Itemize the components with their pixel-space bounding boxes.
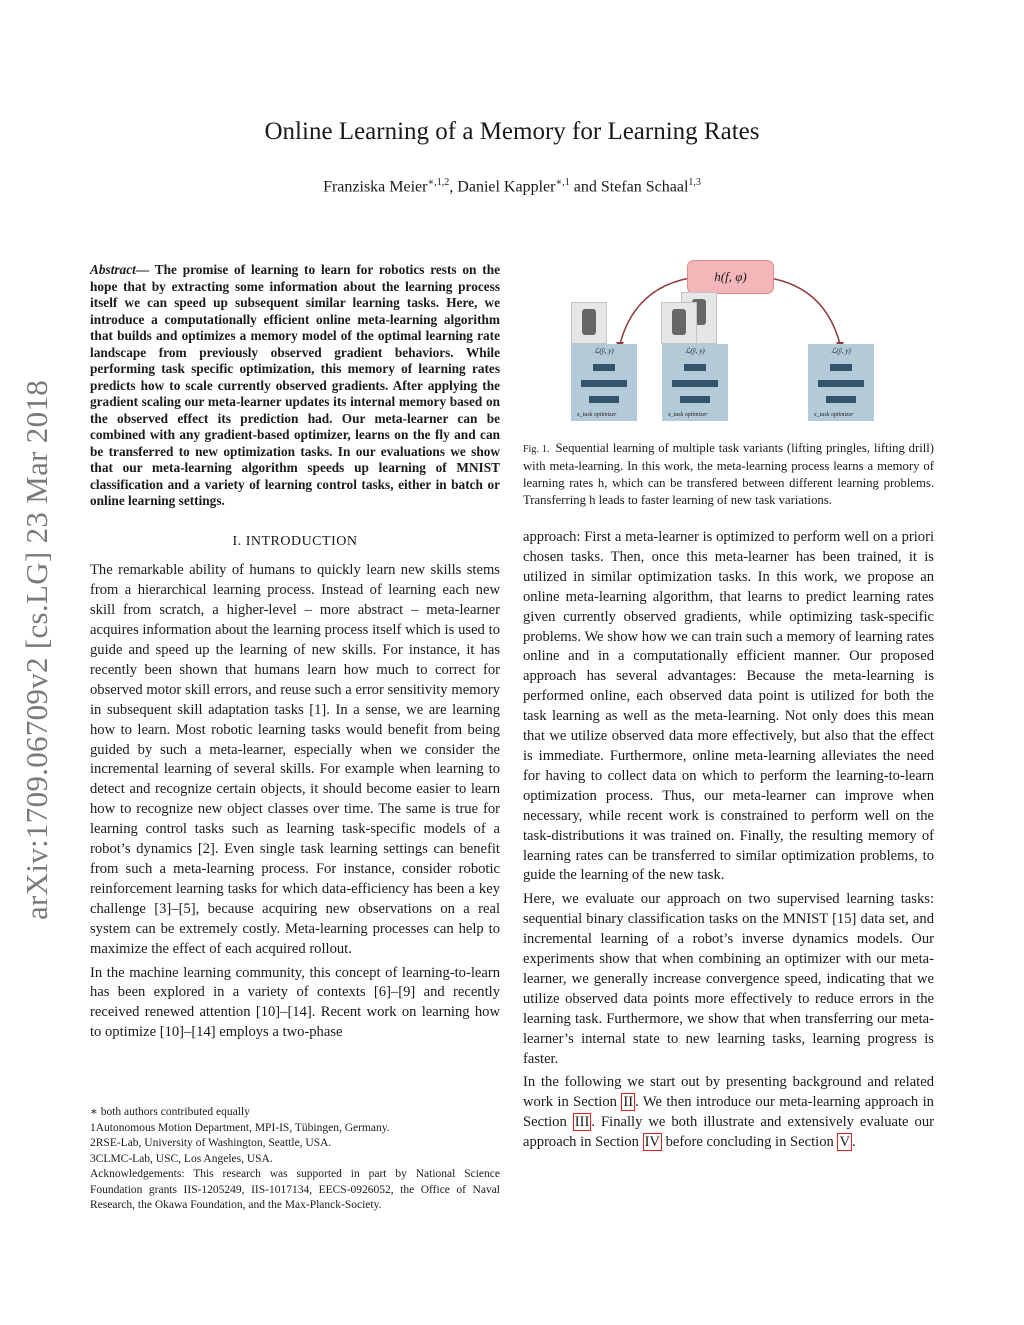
text-run: In the following we start out by presenting background and related work in Section (523, 1074, 934, 1111)
footnote: ∗ both authors contributed equally (90, 1106, 250, 1118)
author-sep: and (569, 178, 601, 196)
loss-label: ℒ(ŷ, y) (831, 347, 851, 355)
input-label: x_task optimizer (668, 412, 708, 418)
loss-label: ℒ(ŷ, y) (685, 347, 705, 355)
section-ref-link[interactable]: IV (644, 1134, 660, 1151)
loss-label: ℒ(ŷ, y) (594, 347, 614, 355)
text-run: before concluding in Section (661, 1134, 838, 1151)
figure-number: Fig. 1. (523, 444, 550, 455)
footnote: 2RSE-Lab, University of Washington, Seattle, USA. (90, 1137, 332, 1149)
left-column (90, 262, 500, 1047)
author-3-affil: 1,3 (688, 177, 701, 188)
text-run: . (852, 1134, 856, 1151)
figure-caption-text: Sequential learning of multiple task variants (lifting pringles, lifting drill) with meta-learning. In this work, the meta-learning process learns a memory of learning rates h, which can be transfered between different learning problems. Transferring h leads to faster learning of new task variations. (523, 441, 935, 507)
footnote: 3CLMC-Lab, USC, Los Angeles, USA. (90, 1152, 273, 1165)
author-1: Franziska Meier (323, 178, 428, 196)
footnote: Acknowledgements: This research was supported in part by National Science Foundation grants IIS-1205249, IIS-1017134, EECS-0926052, the Office of Naval Research, the Okawa Foundation, and the Max-Planck-Society. (90, 1168, 500, 1211)
section-ref-link[interactable]: III (574, 1114, 590, 1131)
abstract-text: The promise of learning to learn for robotics rests on the hope that by extracting some information about the learning process itself we can speed up subsequent similar learning tasks. Here, we introduce a computationally efficient online meta-learning algorithm that builds and optimizes a memory model of the optimal learning rate landscape from previously observed gradient behaviors. While performing task specific optimization, this memory of learning rates predicts how to scale currently observed gradients. After applying the gradient scaling our meta-learner updates its internal memory based on the observed effect its prediction had. Our meta-learner can be combined with any gradient-based optimizer, learns on the fly and can be transferred to new optimization tasks. In our evaluations we show that our meta-learning algorithm speeds up learning of MNIST classification and a variety of learning control tasks, either in batch or online learning settings. (90, 262, 500, 508)
section-ref-link[interactable]: V (839, 1134, 850, 1151)
figure-caption (523, 440, 934, 509)
task-network-panel (571, 344, 637, 421)
paragraph: The remarkable ability of humans to quickly learn new skills stems from a hierarchical learning process. Instead of learning each new skill from scratch, a higher-level – more abstract – meta-learner acquires information about the learning process itself which is used to guide and speed up the learning of new skills. For instance, it has recently been shown that humans learn how much to correct for observed motor skill errors, and reuse such a error sensitivity memory in subsequent skill adaptation tasks [1]. In a sense, we are learning how to learn. Most robotic learning tasks would benefit from being guided by such a meta-learner, especially when we consider the incremental learning of several skills. For example when learning to detect and recognize certain objects, it should become easier to learn how to recognize new object classes over time. The same is true for learning control tasks such as learning task-specific models of a robot’s dynamics [2]. Even single task learning settings can benefit from such a meta-learning process. For instance, consider robotic reinforcement learning tasks for which data-efficiency has been a key challenge [3]–[5], because acquiring new observations on a real system can be extremely costly. Meta-learning processes can help to maximize the effect of each acquired rollout. (90, 562, 500, 957)
input-label: x_task optimizer (577, 412, 617, 418)
author-sep: , (449, 178, 458, 196)
task-network-panel (662, 344, 728, 421)
author-list (0, 177, 1024, 196)
paragraph: In the machine learning community, this concept of learning-to-learn has been explored in a variety of contexts [6]–[9] and recently received renewed attention [10]–[14]. Recent work on learning how to optimize [10]–[14] employs a two-phase (90, 964, 500, 1041)
footnote: 1Autonomous Motion Department, MPI-IS, Tübingen, Germany. (90, 1121, 390, 1134)
paragraph: approach: First a meta-learner is optimized to perform well on a priori chosen tasks. Then, once this meta-learner has been trained, it is utilized in similar optimization tasks. In this work, we propose an online meta-learning algorithm, that learns to predict learning rates given currently observed gradients, while optimizing task-specific problems. We show how we can train such a memory of learning rates online and in a computationally efficient manner. Our proposed approach has several advantages: Because the meta-learning is performed online, each observed data point is utilized for both the task learning as well as the meta-learning. Not only does this mean that we utilize observed data more effectively, but also that the effect is immediate. Furthermore, online meta-learning alleviates the need for having to collect data on which to perform the learning-to-learn optimization process. Thus, our meta-learner can improve when necessary, while recent work is constrained to perform well on the task-distributions it was trained on. Finally, the resulting memory of learning rates can be transferred to similar optimization problems, to guide the learning of the new task. (523, 529, 934, 884)
meta-learner-box: h(f, φ) (687, 260, 774, 294)
paragraph: Here, we evaluate our approach on two supervised learning tasks: sequential binary classification tasks on the MNIST [15] data set, and incremental learning of a robot’s inverse dynamics models. Our experiments show that when combining an optimizer with our meta-learner, we generally increase convergence speed, indicating that we utilize observed data points more effectively to reduce errors in the learning task. Furthermore, we show that when transferring our meta-learner’s internal state to new learning tasks, learning progress is faster. (523, 891, 934, 1067)
right-column (523, 528, 934, 1157)
author-2: Daniel Kappler (457, 178, 556, 196)
text-run: . Finally we both illustrate and extensively evaluate our approach in Section (523, 1114, 934, 1151)
paragraph (523, 1073, 934, 1153)
author-3: Stefan Schaal (600, 178, 689, 196)
task-network-panel (808, 344, 874, 421)
abstract (90, 262, 500, 510)
section-ref-link[interactable]: II (623, 1094, 634, 1111)
author-1-affil: ∗,1,2 (427, 177, 450, 188)
author-2-affil: ∗,1 (555, 177, 570, 188)
section-heading-introduction: I. INTRODUCTION (232, 533, 358, 549)
robot-image (571, 302, 607, 344)
input-label: x_task optimizer (814, 412, 854, 418)
robot-image (661, 302, 697, 344)
abstract-lead: Abstract (90, 262, 136, 277)
figure-1 (565, 258, 895, 426)
footnotes (90, 1105, 500, 1214)
arxiv-stamp-text: arXiv:1709.06709v2 [cs.LG] 23 Mar 2018 (19, 379, 55, 921)
arxiv-stamp (12, 350, 62, 950)
abstract-dash: — (135, 262, 155, 277)
text-run: . We then introduce our meta-learning approach in Section (523, 1094, 934, 1131)
paper-title: Online Learning of a Memory for Learning Rates (264, 118, 760, 145)
